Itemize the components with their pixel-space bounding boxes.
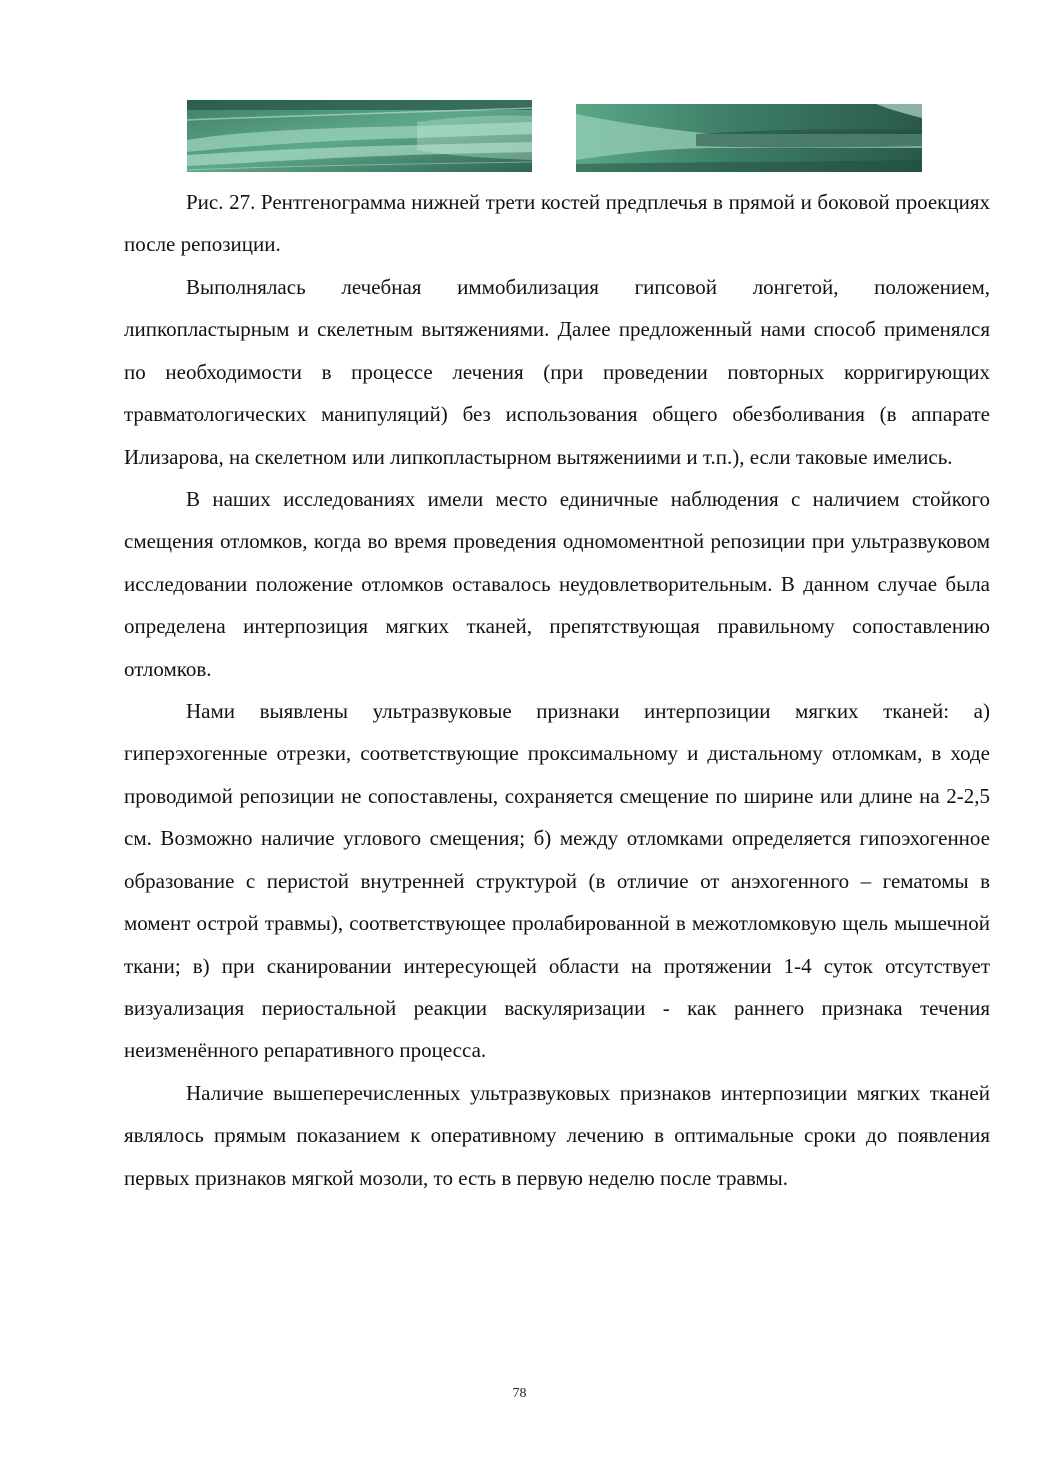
figure-caption: Рис. 27. Рентгенограмма нижней трети костей предплечья в прямой и боковой проекциях после репозиции. bbox=[124, 190, 990, 257]
paragraph-4: Наличие вышеперечисленных ультразвуковых признаков интерпозиции мягких тканей являлось прямым показанием к оперативному лечению в оптимальные сроки до появления первых признаков мягкой мозоли, то есть в первую неделю после травмы. bbox=[124, 1080, 990, 1190]
xray-image-lateral bbox=[576, 104, 922, 172]
paragraph-2: В наших исследованиях имели место единичные наблюдения с наличием стойкого смещения отломков, когда во время проведения одномоментной репозиции при ультразвуковом исследовании положение отломков оставалось неудовлетворительным. В данном случае была определена интерпозиция мягких тканей, препятствующая правильному сопоставлению отломков. bbox=[124, 487, 990, 681]
figure-caption-block bbox=[124, 181, 990, 266]
xray-lateral-picture bbox=[576, 104, 922, 172]
xray-frontal-picture bbox=[187, 100, 532, 172]
paragraph-1: Выполнялась лечебная иммобилизация гипсовой лонгетой, положением, липкопластырным и скелетным вытяжениями. Далее предложенный нами способ применялся по необходимости в процессе лечения (при проведении повторных корригирующих травматологических манипуляций) без использования общего обезболивания (в аппарате Илизарова, на скелетном или липкопластырном вытяжениими и т.п.), если таковые имелись. bbox=[124, 275, 990, 469]
body-text bbox=[124, 266, 990, 1199]
paragraph-3: Нами выявлены ультразвуковые признаки интерпозиции мягких тканей: а) гиперэхогенные отрезки, соответствующие проксимальному и дистальному отломкам, в ходе проводимой репозиции не сопоставлены, сохраняется смещение по ширине или длине на 2-2,5 см. Возможно наличие углового смещения; б) между отломками определяется гипоэхогенное образование с перистой внутренней структурой (в отличие от анэхогенного – гематомы в момент острой травмы), соответствующее пролабированной в межотломковую щель мышечной ткани; в) при сканировании интересующей области на протяжении 1-4 суток отсутствует визуализация периостальной реакции васкуляризации - как раннего признака течения неизменённого репаративного процесса. bbox=[124, 699, 990, 1063]
xray-image-frontal bbox=[187, 100, 532, 172]
page-number: 78 bbox=[512, 1386, 527, 1401]
